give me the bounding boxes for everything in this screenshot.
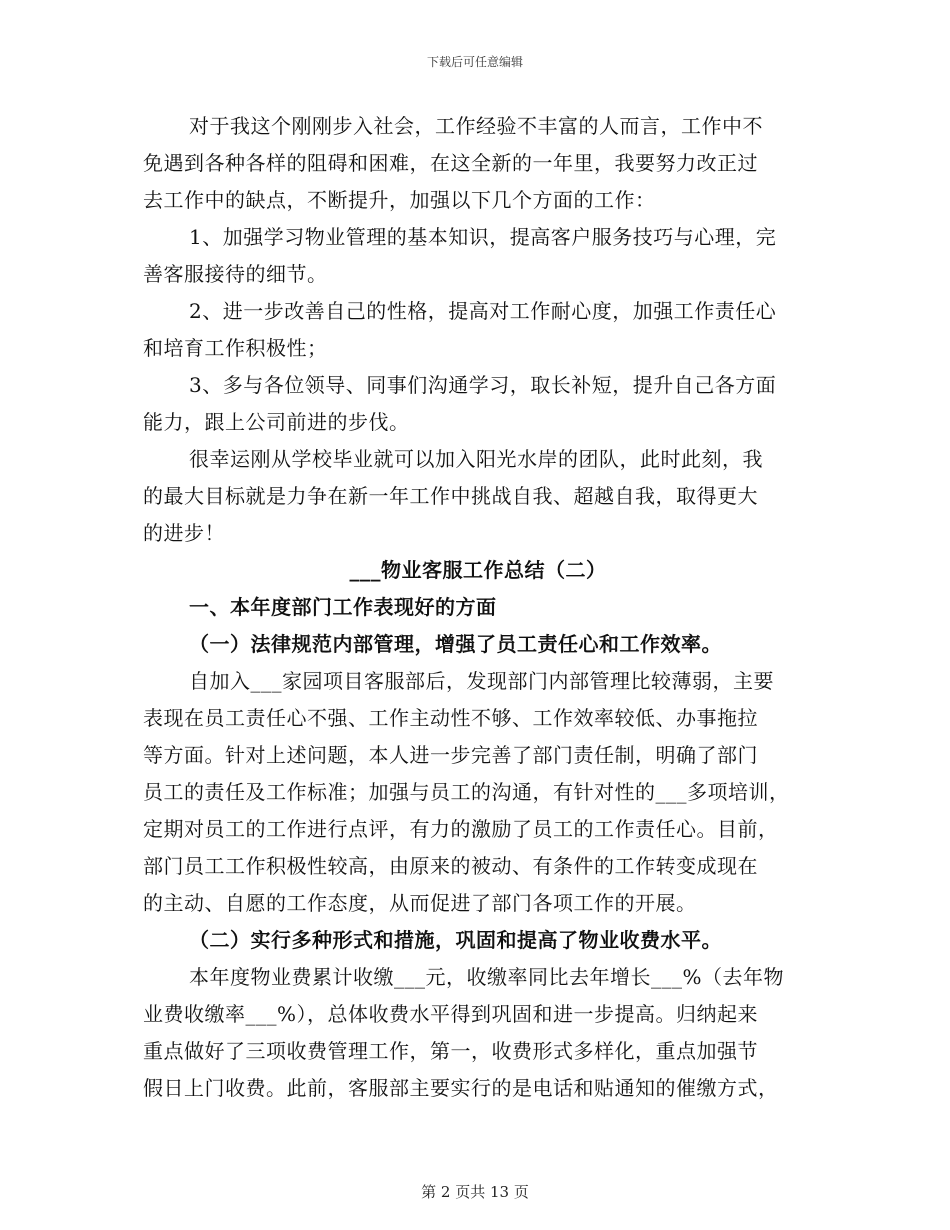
page-footer: 第 2 页共 13 页 xyxy=(421,1183,529,1201)
heading-level-1: 一、本年度部门工作表现好的方面 xyxy=(189,595,497,619)
paragraph-line: 免遇到各种各样的阻碍和困难，在这全新的一年里，我要努力改正过 xyxy=(143,151,758,175)
paragraph-line: 部门员工工作积极性较高，由原来的被动、有条件的工作转变成现在 xyxy=(143,854,758,878)
paragraph-line: 等方面。针对上述问题，本人进一步完善了部门责任制，明确了部门 xyxy=(143,743,758,767)
paragraph-line: 重点做好了三项收费管理工作，第一，收费形式多样化，重点加强节 xyxy=(143,1039,758,1063)
paragraph-line: 员工的责任及工作标准；加强与员工的沟通，有针对性的___多项培训， xyxy=(143,780,790,804)
list-item-line: 善客服接待的细节。 xyxy=(143,262,328,286)
list-item-line: 和培育工作积极性； xyxy=(143,336,328,360)
paragraph-line: 表现在员工责任心不强、工作主动性不够、工作效率较低、办事拖拉 xyxy=(143,706,758,730)
heading-level-2: （二）实行多种形式和措施，巩固和提高了物业收费水平。 xyxy=(189,928,722,952)
paragraph-line: 的最大目标就是力争在新一年工作中挑战自我、超越自我，取得更大 xyxy=(143,484,758,508)
page-header: 下载后可任意编辑 xyxy=(426,55,523,69)
paragraph-line: 假日上门收费。此前，客服部主要实行的是电话和贴通知的催缴方式， xyxy=(143,1076,779,1100)
list-item-line: 2、进一步改善自己的性格，提高对工作耐心度，加强工作责任心 xyxy=(189,299,777,323)
paragraph-line: 业费收缴率___%），总体收费水平得到巩固和进一步提高。归纳起来 xyxy=(143,1002,759,1026)
paragraph-line: 自加入___家园项目客服部后，发现部门内部管理比较薄弱，主要 xyxy=(189,669,774,693)
paragraph-line: 的主动、自愿的工作态度，从而促进了部门各项工作的开展。 xyxy=(143,891,697,915)
list-item-line: 3、多与各位领导、同事们沟通学习，取长补短，提升自己各方面 xyxy=(189,373,777,397)
paragraph-line: 很幸运刚从学校毕业就可以加入阳光水岸的团队，此时此刻，我 xyxy=(189,447,763,471)
paragraph-line: 对于我这个刚刚步入社会，工作经验不丰富的人而言，工作中不 xyxy=(189,114,763,138)
paragraph-line: 定期对员工的工作进行点评，有力的激励了员工的工作责任心。目前， xyxy=(143,817,779,841)
heading-level-2: （一）法律规范内部管理，增强了员工责任心和工作效率。 xyxy=(189,632,722,656)
paragraph-line: 去工作中的缺点，不断提升，加强以下几个方面的工作： xyxy=(143,188,656,212)
document-body xyxy=(143,108,813,1107)
list-item-line: 能力，跟上公司前进的步伐。 xyxy=(143,410,410,434)
section-title: ___物业客服工作总结（二） xyxy=(349,558,607,582)
list-item-line: 1、加强学习物业管理的基本知识，提高客户服务技巧与心理，完 xyxy=(189,225,777,249)
paragraph-line: 本年度物业费累计收缴___元，收缴率同比去年增长___%（去年物 xyxy=(189,965,785,989)
paragraph-line: 的进步！ xyxy=(143,521,225,545)
